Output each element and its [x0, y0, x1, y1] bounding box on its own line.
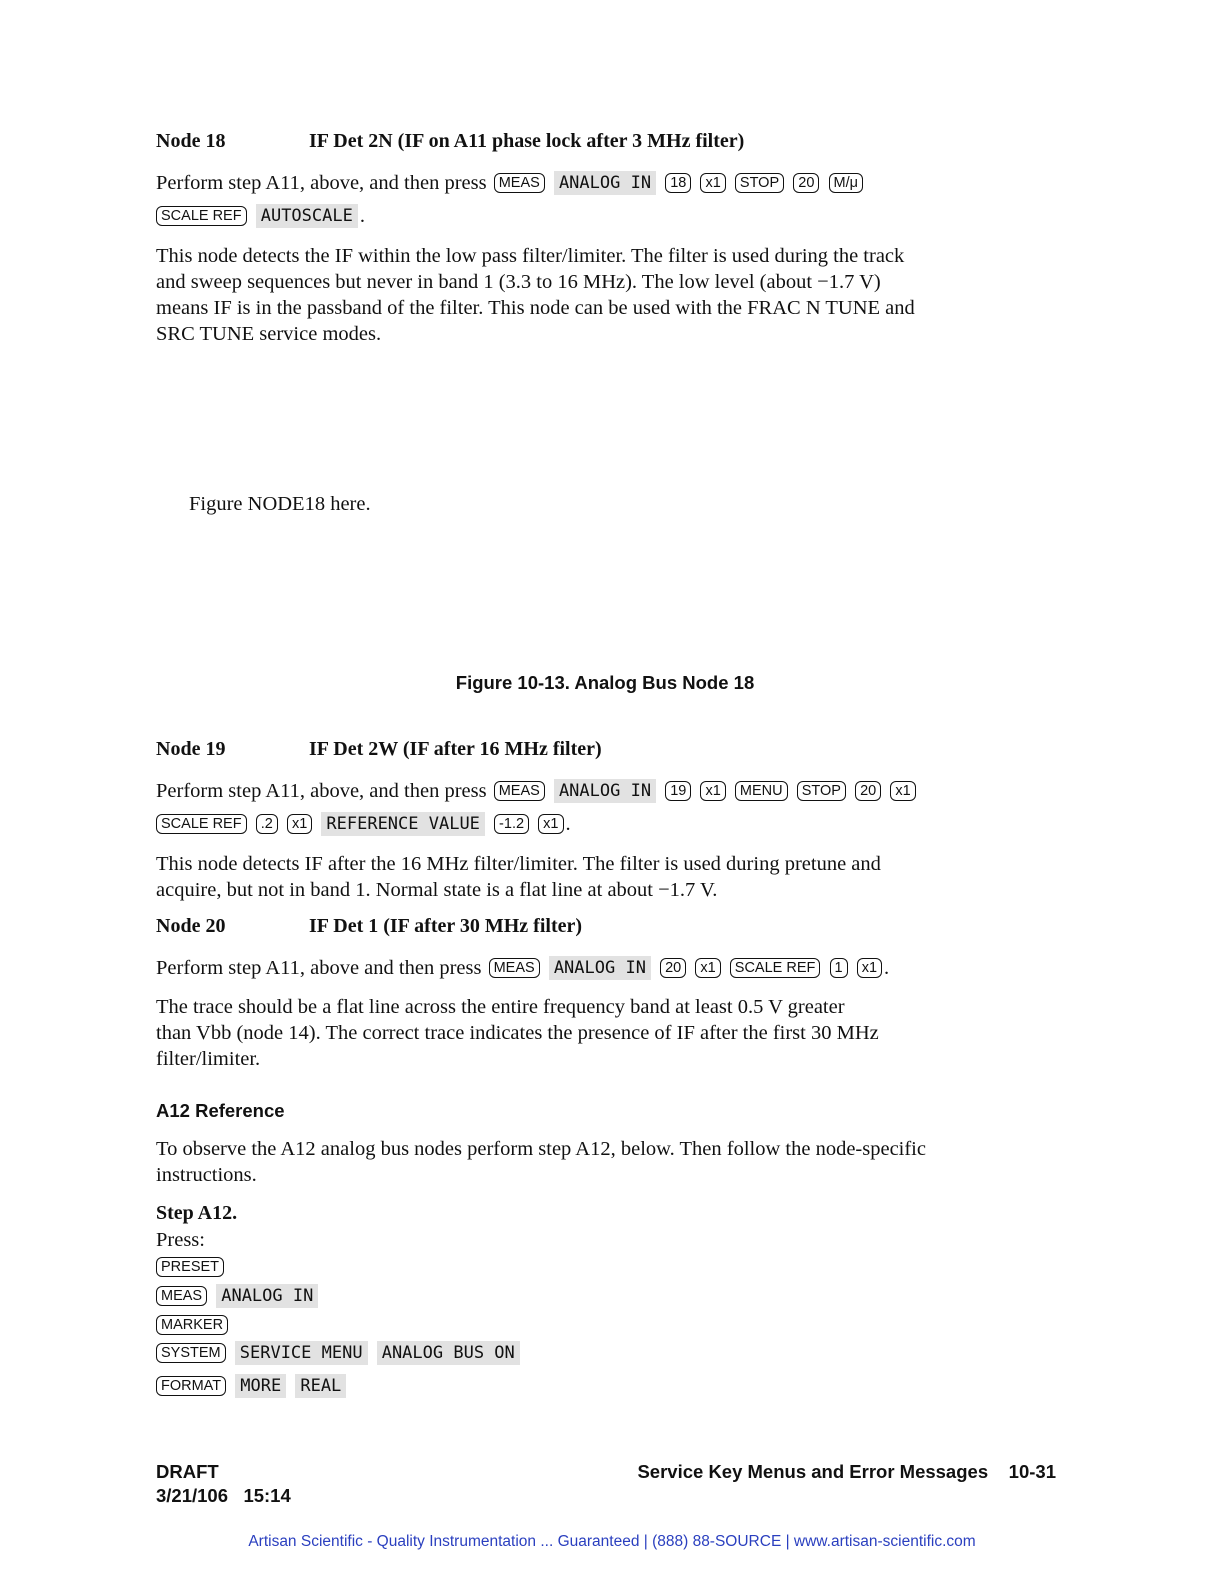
x1-hardkey[interactable]: x1	[890, 781, 915, 801]
node19-keystroke-line-1	[156, 778, 918, 804]
scale-ref-hardkey[interactable]: SCALE REF	[730, 958, 821, 978]
node19-heading	[156, 738, 602, 761]
x1-hardkey[interactable]: x1	[700, 173, 725, 193]
marker-hardkey[interactable]: MARKER	[156, 1315, 228, 1335]
section-title: Service Key Menus and Error Messages	[637, 1461, 989, 1482]
footer-draft-block	[156, 1460, 291, 1508]
scale-ref-hardkey[interactable]: SCALE REF	[156, 814, 247, 834]
a12-reference-heading: A12 Reference	[156, 1100, 285, 1121]
node18-keystroke-line-1	[156, 170, 865, 196]
press-label: Press:	[156, 1229, 205, 1251]
meas-hardkey[interactable]: MEAS	[156, 1286, 207, 1306]
key-point-2[interactable]: .2	[256, 814, 278, 834]
key-20[interactable]: 20	[855, 781, 881, 801]
description-line: This node detects IF after the 16 MHz filter/limiter. The filter is used during pretune and	[156, 853, 881, 875]
description-line: means IF is in the passband of the filter. This node can be used with the FRAC N TUNE and	[156, 297, 915, 319]
analog-bus-on-softkey[interactable]: ANALOG BUS ON	[377, 1341, 520, 1365]
key-1[interactable]: 1	[830, 958, 848, 978]
x1-hardkey[interactable]: x1	[287, 814, 312, 834]
stop-hardkey[interactable]: STOP	[797, 781, 846, 801]
key-20[interactable]: 20	[793, 173, 819, 193]
step-row-format	[154, 1373, 348, 1399]
reference-value-softkey[interactable]: REFERENCE VALUE	[321, 812, 485, 836]
draft-timestamp	[156, 1484, 291, 1508]
figure-placeholder: Figure NODE18 here.	[189, 493, 371, 515]
step-row-marker	[154, 1312, 230, 1338]
analog-in-softkey[interactable]: ANALOG IN	[554, 779, 656, 803]
node-title: IF Det 1 (IF after 30 MHz filter)	[309, 915, 583, 937]
node20-keystroke-line	[156, 955, 889, 981]
meas-hardkey[interactable]: MEAS	[494, 173, 545, 193]
preset-hardkey[interactable]: PRESET	[156, 1257, 224, 1277]
analog-in-softkey[interactable]: ANALOG IN	[549, 956, 651, 980]
node-number: Node 18	[156, 130, 226, 152]
period: .	[565, 813, 571, 835]
description-line: The trace should be a flat line across the entire frequency band at least 0.5 V greater	[156, 996, 845, 1018]
node19-description	[156, 851, 1066, 903]
key-minus-1-2[interactable]: -1.2	[494, 814, 529, 834]
node19-keystroke-line-2	[156, 811, 571, 837]
perform-text: Perform step A11, above and then press	[156, 957, 482, 979]
x1-hardkey[interactable]: x1	[695, 958, 720, 978]
analog-in-softkey[interactable]: ANALOG IN	[554, 171, 656, 195]
step-row-meas	[154, 1283, 320, 1309]
step-row-system	[154, 1340, 522, 1366]
analog-in-softkey[interactable]: ANALOG IN	[216, 1284, 318, 1308]
description-line: instructions.	[156, 1164, 257, 1186]
real-softkey[interactable]: REAL	[295, 1374, 346, 1398]
service-menu-softkey[interactable]: SERVICE MENU	[235, 1341, 368, 1365]
scale-ref-hardkey[interactable]: SCALE REF	[156, 206, 247, 226]
node-title: IF Det 2N (IF on A11 phase lock after 3 MHz filter)	[309, 130, 745, 152]
step-a12-heading: Step A12.	[156, 1202, 238, 1224]
perform-text: Perform step A11, above, and then press	[156, 172, 487, 194]
perform-text: Perform step A11, above, and then press	[156, 780, 487, 802]
description-line: SRC TUNE service modes.	[156, 323, 382, 345]
period: .	[359, 205, 365, 227]
description-line: acquire, but not in band 1. Normal state is a flat line at about −1.7 V.	[156, 879, 718, 901]
node18-description	[156, 243, 1066, 347]
node18-keystroke-line-2	[156, 203, 365, 229]
m-mu-hardkey[interactable]: M/μ	[829, 173, 863, 193]
a12-description	[156, 1136, 1066, 1188]
running-footer	[637, 1460, 1056, 1484]
format-hardkey[interactable]: FORMAT	[156, 1376, 226, 1396]
node-number: Node 20	[156, 915, 226, 937]
node18-heading	[156, 130, 744, 153]
description-line: This node detects the IF within the low pass filter/limiter. The filter is used during the track	[156, 245, 905, 267]
description-line: filter/limiter.	[156, 1048, 261, 1070]
description-line: than Vbb (node 14). The correct trace indicates the presence of IF after the first 30 MHz	[156, 1022, 879, 1044]
autoscale-softkey[interactable]: AUTOSCALE	[256, 204, 358, 228]
stop-hardkey[interactable]: STOP	[735, 173, 784, 193]
page-number: 10-31	[1008, 1461, 1056, 1482]
x1-hardkey[interactable]: x1	[700, 781, 725, 801]
description-line: To observe the A12 analog bus nodes perform step A12, below. Then follow the node-specific	[156, 1138, 926, 1160]
meas-hardkey[interactable]: MEAS	[494, 781, 545, 801]
meas-hardkey[interactable]: MEAS	[489, 958, 540, 978]
description-line: and sweep sequences but never in band 1 (3.3 to 16 MHz). The low level (about −1.7 V)	[156, 271, 881, 293]
node20-description	[156, 994, 1066, 1072]
more-softkey[interactable]: MORE	[235, 1374, 286, 1398]
node20-heading	[156, 915, 582, 938]
draft-date: 3/21/106	[156, 1485, 229, 1506]
key-19[interactable]: 19	[665, 781, 691, 801]
x1-hardkey[interactable]: x1	[857, 958, 882, 978]
menu-hardkey[interactable]: MENU	[735, 781, 788, 801]
key-18[interactable]: 18	[665, 173, 691, 193]
figure-caption: Figure 10-13. Analog Bus Node 18	[455, 672, 755, 693]
system-hardkey[interactable]: SYSTEM	[156, 1343, 226, 1363]
draft-label: DRAFT	[156, 1461, 219, 1482]
key-20[interactable]: 20	[660, 958, 686, 978]
draft-time: 15:14	[243, 1485, 291, 1506]
artisan-banner[interactable]: Artisan Scientific - Quality Instrumentation ... Guaranteed | (888) 88-SOURCE | www.artisan-scientific.com	[248, 1533, 976, 1550]
node-number: Node 19	[156, 738, 226, 760]
node-title: IF Det 2W (IF after 16 MHz filter)	[309, 738, 602, 760]
period: .	[884, 957, 890, 979]
x1-hardkey[interactable]: x1	[538, 814, 563, 834]
step-row-preset	[154, 1254, 226, 1280]
